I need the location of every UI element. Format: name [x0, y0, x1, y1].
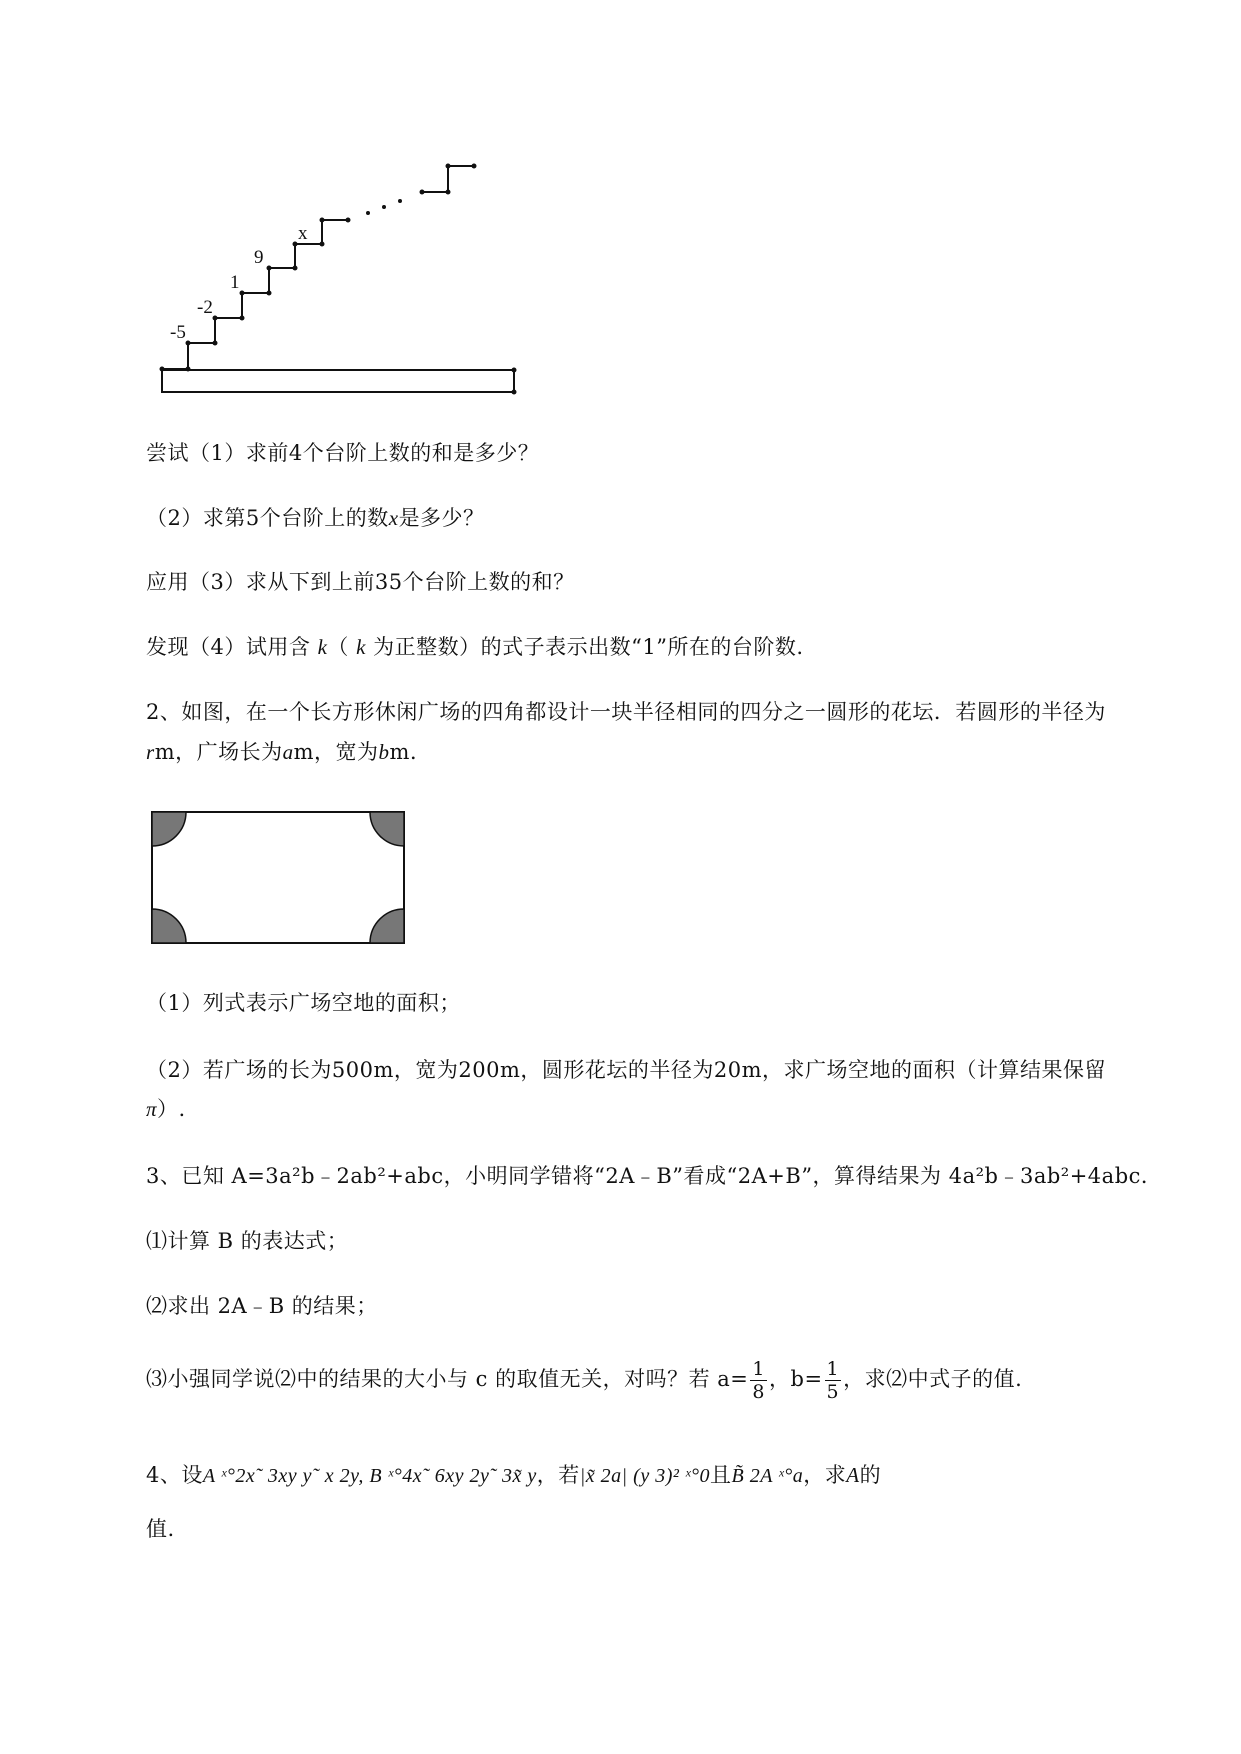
stair-label-5: x: [298, 223, 308, 244]
q3-sub2: ⑵求出 2A﹣B 的结果；: [146, 1294, 378, 1318]
q1-try1: 尝试（1）求前4个台阶上数的和是多少？: [146, 441, 540, 465]
fraction-b: $\frac{1}{5}$: [826, 1358, 840, 1403]
plaza-figure: [150, 810, 410, 950]
q2-sub1: （1）列式表示广场空地的面积；: [146, 991, 461, 1015]
stair-label-3: 1: [230, 272, 240, 293]
q2-sub2: （2）若广场的长为500m，宽为200m，圆形花坛的半径为20m，求广场空地的面积（计算结果保留: [146, 1058, 1106, 1082]
q2-sub2-end: π）.: [146, 1097, 186, 1121]
q4-line2: 值.: [146, 1517, 175, 1541]
q3-sub1: ⑴计算 B 的表达式；: [146, 1229, 349, 1253]
q3-sub3: ⑶小强同学说⑵中的结果的大小与 c 的取值无关，对吗？若 a= $\frac{1}{8}$ ，b= $\frac{1}{5}$ ，求⑵中式子的值.: [146, 1358, 1023, 1403]
q3-line1: 3、已知 A=3a²b﹣2ab²+abc，小明同学错将“2A﹣B”看成“2A+B”，算得结果为 4a²b﹣3ab²+4abc．: [146, 1164, 1163, 1188]
staircase-figure: [150, 150, 530, 410]
q2-line1: 2、如图，在一个长方形休闲广场的四角都设计一块半径相同的四分之一圆形的花坛．若圆形的半径为: [146, 700, 1106, 724]
fraction-a: $\frac{1}{8}$: [752, 1358, 765, 1403]
q2-line2: rm，广场长为am，宽为bm．: [146, 740, 432, 764]
stair-label-4: 9: [254, 247, 264, 268]
stair-label-2: -2: [197, 297, 213, 318]
q4-line1: 4、设A ˣ°2x˜ 3xy y˜ x 2y, B ˣ°4x˜ 6xy 2y˜ 3x̃ y，若|x̃ 2a| (y 3)² ˣ°0且B̃ 2A ˣ°a，求A的: [146, 1463, 882, 1487]
base-bar: [162, 370, 514, 392]
q1-try2: （2）求第5个台阶上的数x是多少？: [146, 506, 485, 530]
q1-apply3: 应用（3）求从下到上前35个台阶上数的和？: [146, 570, 575, 594]
stair-label-1: -5: [170, 322, 186, 343]
q1-find4: 发现（4）试用含 k（ k 为正整数）的式子表示出数“1”所在的台阶数.: [146, 635, 804, 659]
